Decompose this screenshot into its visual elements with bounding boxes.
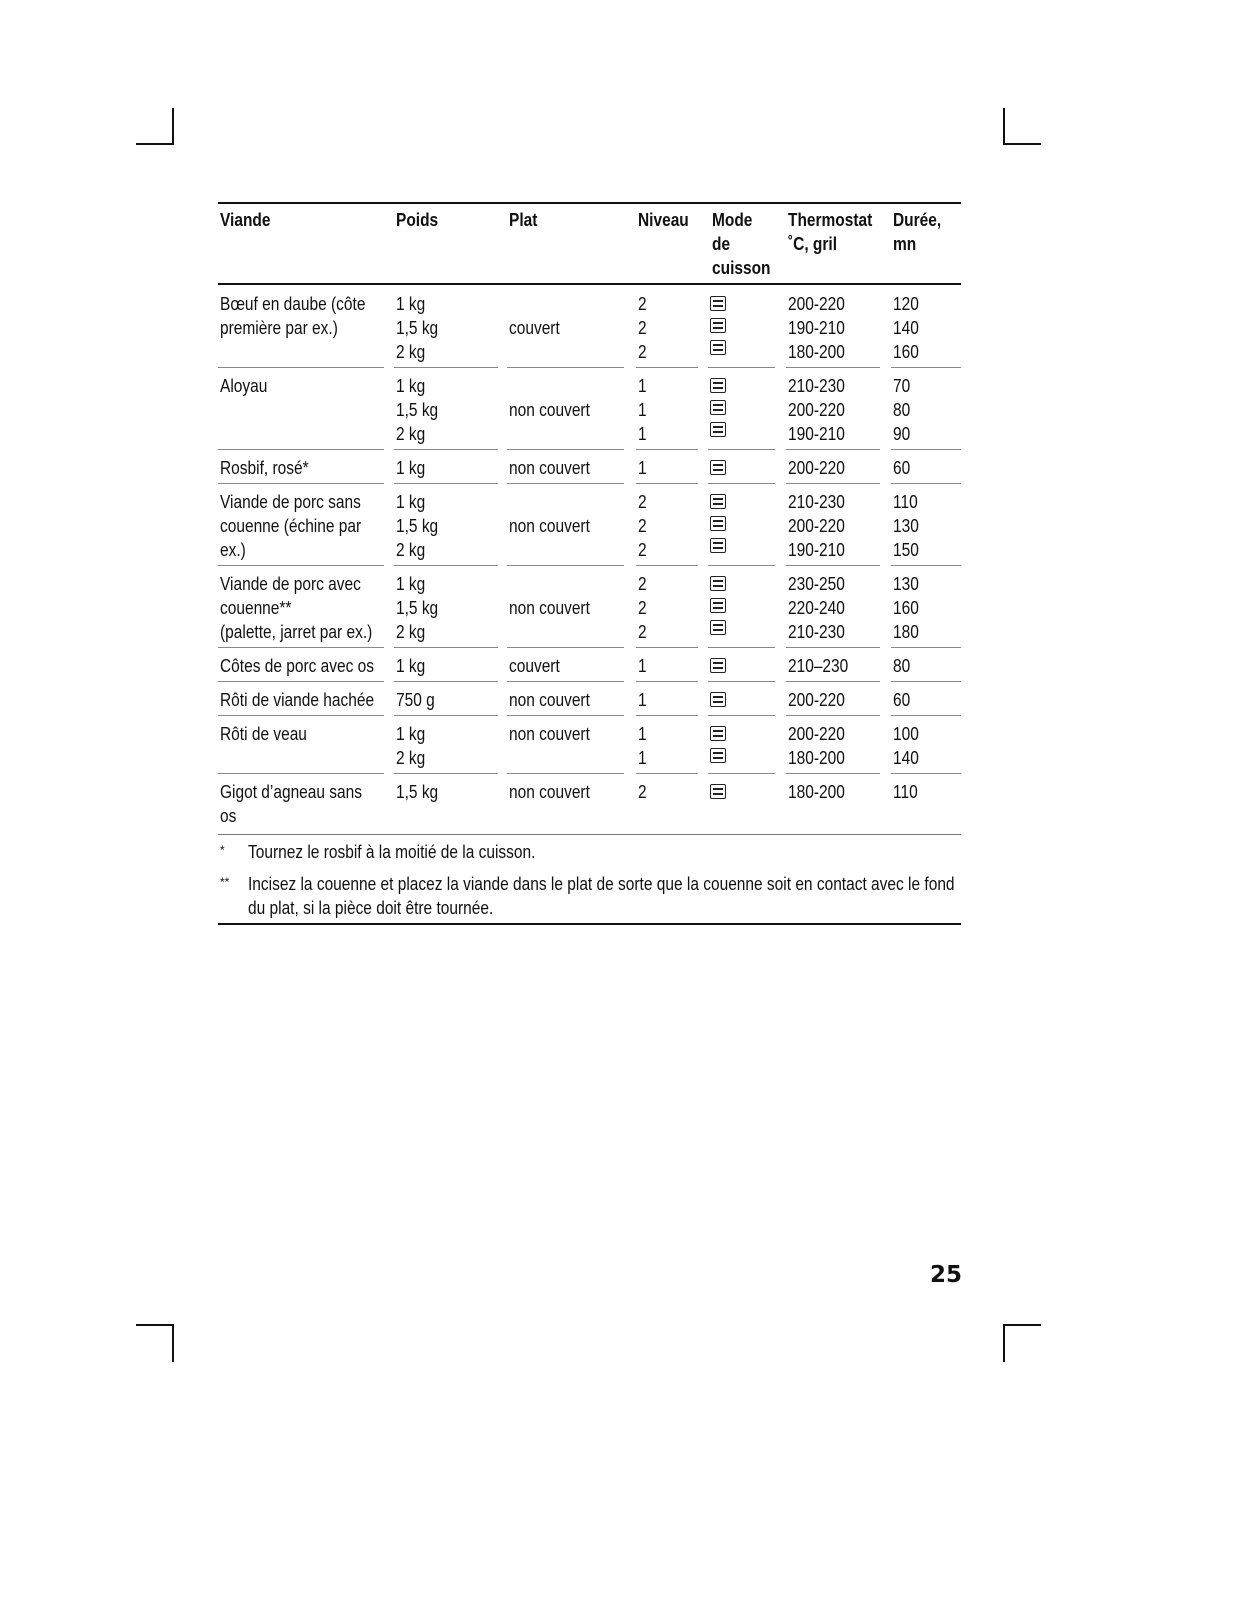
- cell-duree: 120 140 160: [893, 294, 919, 362]
- cell-plat: couvert: [509, 318, 560, 338]
- table-header-rule: [218, 283, 961, 285]
- oven-top-bottom-heat-icon: [710, 658, 726, 673]
- cell-duree: 70 80 90: [893, 376, 911, 444]
- cell-duree: 60: [893, 458, 911, 478]
- oven-top-bottom-heat-icon: [710, 378, 726, 393]
- crop-mark-top-left-v: [172, 108, 174, 145]
- footnote-text: Tournez le rosbif à la moitié de la cuisson.: [248, 842, 536, 862]
- crop-mark-bottom-left-h: [136, 1324, 174, 1326]
- cell-duree: 110: [893, 782, 918, 802]
- cell-duree: 60: [893, 690, 911, 710]
- crop-mark-top-right-v: [1003, 108, 1005, 145]
- cell-thermostat: 200-220 190-210 180-200: [788, 294, 845, 362]
- table-row: [218, 774, 961, 832]
- table-footer-rule: [218, 834, 961, 835]
- cell-niveau: 2 2 2: [638, 492, 647, 560]
- cell-duree: 80: [893, 656, 911, 676]
- table-row: [218, 368, 961, 450]
- header-poids: Poids: [396, 210, 439, 230]
- footnote-text: Incisez la couenne et placez la viande dans le plat de sorte que la couenne soit en contact avec le fond du plat, si la pièce doit être tournée.: [248, 874, 955, 918]
- cell-viande: Rôti de veau: [220, 724, 307, 744]
- header-plat: Plat: [509, 210, 538, 230]
- footnote-mark: *: [220, 843, 225, 857]
- crop-mark-top-right-h: [1003, 143, 1041, 145]
- cell-mode: [710, 374, 726, 444]
- oven-top-bottom-heat-icon: [710, 784, 726, 799]
- oven-top-bottom-heat-icon: [710, 318, 726, 333]
- cell-niveau: 1 1: [638, 724, 647, 768]
- table-row: [218, 682, 961, 716]
- oven-top-bottom-heat-icon: [710, 748, 726, 763]
- table-row: [218, 484, 961, 566]
- cell-mode: [710, 688, 726, 714]
- table-row: [218, 648, 961, 682]
- crop-mark-bottom-left-v: [172, 1324, 174, 1362]
- oven-top-bottom-heat-icon: [710, 598, 726, 613]
- cell-niveau: 2 2 2: [638, 574, 647, 642]
- table-row: [218, 286, 961, 368]
- cell-plat: non couvert: [509, 516, 590, 536]
- cell-duree: 130 160 180: [893, 574, 919, 642]
- cell-plat: non couvert: [509, 598, 590, 618]
- cell-thermostat: 230-250 220-240 210-230: [788, 574, 845, 642]
- header-viande: Viande: [220, 210, 271, 230]
- cell-poids: 1 kg 1,5 kg 2 kg: [396, 492, 439, 560]
- cell-poids: 1,5 kg: [396, 782, 439, 802]
- oven-top-bottom-heat-icon: [710, 538, 726, 553]
- crop-mark-bottom-right-v: [1003, 1324, 1005, 1362]
- oven-top-bottom-heat-icon: [710, 726, 726, 741]
- cell-poids: 1 kg: [396, 656, 426, 676]
- cell-mode: [710, 654, 726, 680]
- cell-poids: 1 kg 1,5 kg 2 kg: [396, 376, 439, 444]
- cell-viande: Gigot d’agneau sans os: [220, 782, 363, 826]
- cell-plat: non couvert: [509, 724, 590, 744]
- cell-thermostat: 180-200: [788, 782, 845, 802]
- cell-niveau: 2: [638, 782, 647, 802]
- cell-viande: Côtes de porc avec os: [220, 656, 375, 676]
- header-duree: Durée, mn: [893, 210, 942, 254]
- cell-poids: 1 kg 2 kg: [396, 724, 426, 768]
- crop-mark-top-left-h: [136, 143, 174, 145]
- oven-top-bottom-heat-icon: [710, 340, 726, 355]
- cell-niveau: 1 1 1: [638, 376, 647, 444]
- cell-mode: [710, 572, 726, 642]
- cell-plat: non couvert: [509, 458, 590, 478]
- cell-poids: 1 kg 1,5 kg 2 kg: [396, 294, 439, 362]
- cell-thermostat: 200-220: [788, 458, 845, 478]
- cell-viande: Rosbif, rosé*: [220, 458, 309, 478]
- cell-niveau: 1: [638, 656, 647, 676]
- oven-top-bottom-heat-icon: [710, 516, 726, 531]
- cell-mode: [710, 456, 726, 482]
- oven-top-bottom-heat-icon: [710, 494, 726, 509]
- cell-duree: 110 130 150: [893, 492, 919, 560]
- cell-poids: 750 g: [396, 690, 435, 710]
- cell-plat: non couvert: [509, 690, 590, 710]
- cell-mode: [710, 292, 726, 362]
- cell-mode: [710, 722, 726, 770]
- table-row: [218, 716, 961, 774]
- oven-top-bottom-heat-icon: [710, 620, 726, 635]
- oven-top-bottom-heat-icon: [710, 576, 726, 591]
- cell-thermostat: 200-220: [788, 690, 845, 710]
- cell-duree: 100 140: [893, 724, 919, 768]
- table-row: [218, 566, 961, 648]
- crop-mark-bottom-right-h: [1003, 1324, 1041, 1326]
- header-niveau: Niveau: [638, 210, 689, 230]
- cell-plat: non couvert: [509, 782, 590, 802]
- table-row: [218, 450, 961, 484]
- header-mode: Mode de cuisson: [712, 210, 771, 278]
- cell-viande: Viande de porc sans couenne (échine par ex.): [220, 492, 362, 560]
- oven-top-bottom-heat-icon: [710, 460, 726, 475]
- cell-niveau: 1: [638, 690, 647, 710]
- cell-poids: 1 kg: [396, 458, 426, 478]
- cell-niveau: 1: [638, 458, 647, 478]
- cell-thermostat: 210-230 200-220 190-210: [788, 376, 845, 444]
- cell-viande: Aloyau: [220, 376, 268, 396]
- oven-top-bottom-heat-icon: [710, 422, 726, 437]
- cell-poids: 1 kg 1,5 kg 2 kg: [396, 574, 439, 642]
- cell-mode: [710, 780, 726, 806]
- page-number: 25: [930, 1262, 963, 1288]
- cell-plat: non couvert: [509, 400, 590, 420]
- cell-viande: Rôti de viande hachée: [220, 690, 375, 710]
- cell-thermostat: 210–230: [788, 656, 849, 676]
- cell-viande: Viande de porc avec couenne** (palette, jarret par ex.): [220, 574, 373, 642]
- cell-mode: [710, 490, 726, 560]
- cell-thermostat: 210-230 200-220 190-210: [788, 492, 845, 560]
- footnote-mark: **: [220, 875, 230, 889]
- oven-top-bottom-heat-icon: [710, 692, 726, 707]
- header-thermostat: Thermostat ˚C, gril: [788, 210, 873, 254]
- cell-niveau: 2 2 2: [638, 294, 647, 362]
- oven-top-bottom-heat-icon: [710, 400, 726, 415]
- cell-thermostat: 200-220 180-200: [788, 724, 845, 768]
- cell-viande: Bœuf en daube (côte première par ex.): [220, 294, 366, 338]
- oven-top-bottom-heat-icon: [710, 296, 726, 311]
- table-top-rule: [218, 202, 961, 204]
- cell-plat: couvert: [509, 656, 560, 676]
- table-bottom-rule: [218, 923, 961, 925]
